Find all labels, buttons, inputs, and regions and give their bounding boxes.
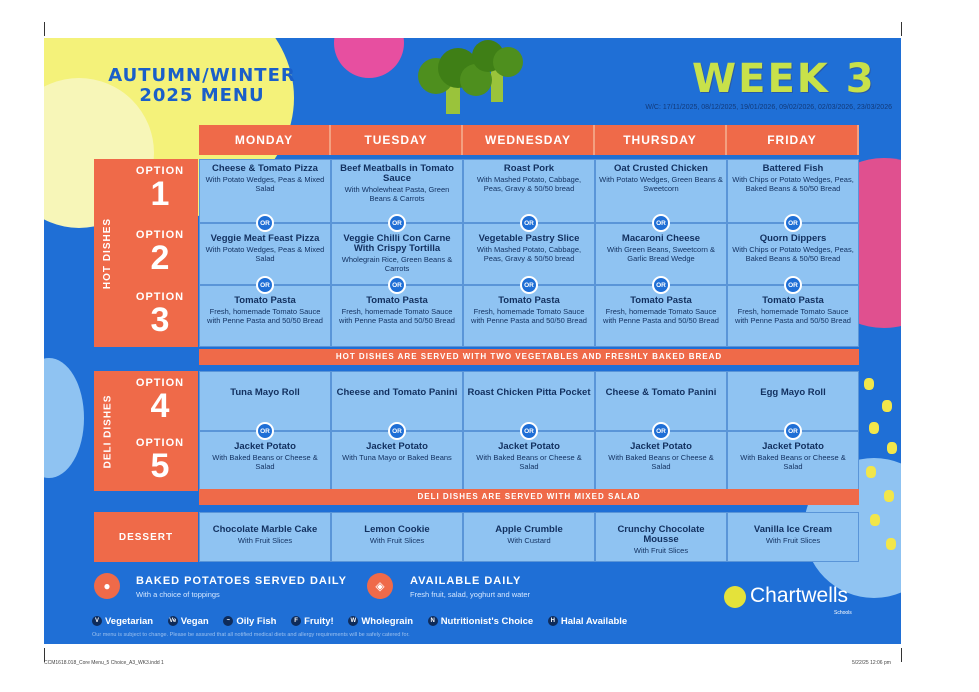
legend-fruity: F Fruity! <box>291 616 334 627</box>
or-badge: OR <box>784 214 802 232</box>
crop-mark <box>44 22 45 36</box>
dessert-cell: Crunchy Chocolate Mousse With Fruit Slices <box>595 512 727 562</box>
menu-cell: Macaroni Cheese With Green Beans, Sweetcorn & Garlic Bread Wedge <box>595 223 727 285</box>
or-badge: OR <box>256 214 274 232</box>
vegetarian-icon: V <box>92 616 102 626</box>
menu-title-line2: 2025 MENU <box>139 85 265 106</box>
menu-cell: Cheese & Tomato Panini <box>595 371 727 431</box>
or-badge: OR <box>652 422 670 440</box>
day-header-tuesday: TUESDAY <box>331 125 463 155</box>
broccoli-icon <box>396 38 536 118</box>
section-deli-dishes: DELI DISHES <box>94 371 122 491</box>
menu-cell: Egg Mayo Roll <box>727 371 859 431</box>
baked-potatoes-sub: With a choice of toppings <box>136 590 220 599</box>
heart-icon: N <box>428 616 438 626</box>
salad-bowl-icon: ◈ <box>367 573 393 599</box>
or-badge: OR <box>256 422 274 440</box>
menu-title-line1: AUTUMN/WINTER <box>108 65 296 86</box>
crop-mark <box>901 22 902 36</box>
decor-circle <box>334 38 404 78</box>
menu-cell: Tomato Pasta Fresh, homemade Tomato Sauce with Penne Pasta and 50/50 Bread <box>199 285 331 347</box>
available-daily-title: AVAILABLE DAILY <box>410 575 522 587</box>
brand-name: Chartwells <box>750 584 849 607</box>
menu-cell: Tomato Pasta Fresh, homemade Tomato Sauce with Penne Pasta and 50/50 Bread <box>595 285 727 347</box>
menu-cell: Tomato Pasta Fresh, homemade Tomato Sauce with Penne Pasta and 50/50 Bread <box>727 285 859 347</box>
dessert-label: DESSERT <box>94 512 198 562</box>
corn-decor <box>864 378 874 390</box>
menu-title <box>92 66 312 106</box>
vegan-icon: Ve <box>169 618 177 625</box>
crop-mark <box>901 648 902 662</box>
menu-cell: Jacket Potato With Baked Beans or Cheese & Salad <box>595 431 727 491</box>
menu-cell: Quorn Dippers With Chips or Potato Wedges, Peas, Baked Beans & 50/50 Bread <box>727 223 859 285</box>
logo-dot-icon <box>724 586 746 608</box>
menu-cell: Jacket Potato With Tuna Mayo or Baked Beans <box>331 431 463 491</box>
or-badge: OR <box>388 422 406 440</box>
section-hot-dishes: HOT DISHES <box>94 159 122 347</box>
decor-circle <box>44 358 84 478</box>
dessert-cell: Apple Crumble With Custard <box>463 512 595 562</box>
menu-cell: Beef Meatballs in Tomato Sauce With Wholewheat Pasta, Green Beans & Carrots <box>331 159 463 223</box>
menu-cell: Roast Pork With Mashed Potato, Cabbage, Peas, Gravy & 50/50 bread <box>463 159 595 223</box>
week-dates: W/C: 17/11/2025, 08/12/2025, 19/01/2026, 09/02/2026, 02/03/2026, 23/03/2026 <box>645 104 892 111</box>
disclaimer: Our menu is subject to change. Please be assured that all notified medical diets and allergy requirements will be safely catered for. <box>92 632 410 638</box>
legend-halal: H Halal Available <box>548 616 627 627</box>
potato-icon: ● <box>94 573 120 599</box>
menu-cell: Cheese & Tomato Pizza With Potato Wedges, Peas & Mixed Salad <box>199 159 331 223</box>
or-badge: OR <box>652 276 670 294</box>
or-badge: OR <box>784 422 802 440</box>
corn-decor <box>869 422 879 434</box>
option-label-2: OPTION 2 <box>122 223 198 285</box>
or-badge: OR <box>388 214 406 232</box>
legend-vegetarian: V Vegetarian <box>92 616 153 627</box>
menu-cell: Jacket Potato With Baked Beans or Cheese & Salad <box>463 431 595 491</box>
or-badge: OR <box>520 276 538 294</box>
fish-icon: ~ <box>223 616 233 626</box>
menu-cell: Tomato Pasta Fresh, homemade Tomato Sauce with Penne Pasta and 50/50 Bread <box>331 285 463 347</box>
menu-cell: Battered Fish With Chips or Potato Wedges, Peas, Baked Beans & 50/50 Bread <box>727 159 859 223</box>
fruit-icon: F <box>291 616 301 626</box>
day-header-friday: FRIDAY <box>727 125 859 155</box>
menu-cell: Tuna Mayo Roll <box>199 371 331 431</box>
day-header-monday: MONDAY <box>199 125 331 155</box>
print-info-right: 5/22/25 12:06 pm <box>852 660 891 666</box>
hot-dishes-band: HOT DISHES ARE SERVED WITH TWO VEGETABLES AND FRESHLY BAKED BREAD <box>199 349 859 365</box>
or-badge: OR <box>784 276 802 294</box>
option-label-5: OPTION 5 <box>122 431 198 491</box>
menu-cell: Oat Crusted Chicken With Potato Wedges, Green Beans & Sweetcorn <box>595 159 727 223</box>
menu-cell: Vegetable Pastry Slice With Mashed Potato, Cabbage, Peas, Gravy & 50/50 bread <box>463 223 595 285</box>
baked-potatoes-title: BAKED POTATOES SERVED DAILY <box>136 575 347 587</box>
legend-nutritionist: N Nutritionist's Choice <box>428 616 534 627</box>
menu-cell: Jacket Potato With Baked Beans or Cheese & Salad <box>727 431 859 491</box>
corn-decor <box>866 466 876 478</box>
dessert-cell: Vanilla Ice Cream With Fruit Slices <box>727 512 859 562</box>
corn-decor <box>886 538 896 550</box>
dessert-cell: Lemon Cookie With Fruit Slices <box>331 512 463 562</box>
deli-dishes-band: DELI DISHES ARE SERVED WITH MIXED SALAD <box>199 489 859 505</box>
corn-decor <box>870 514 880 526</box>
option-label-3: OPTION 3 <box>122 285 198 347</box>
corn-decor <box>884 490 894 502</box>
dietary-legend <box>92 616 639 627</box>
or-badge: OR <box>388 276 406 294</box>
available-daily-sub: Fresh fruit, salad, yoghurt and water <box>410 590 531 599</box>
menu-cell: Jacket Potato With Baked Beans or Cheese & Salad <box>199 431 331 491</box>
print-info-left: CCM1618.018_Core Menu_5 Choice_A3_WK3.indd 1 <box>44 660 164 666</box>
brand-sub: Schools <box>834 610 852 616</box>
menu-cell: Cheese and Tomato Panini <box>331 371 463 431</box>
corn-decor <box>887 442 897 454</box>
option-label-4: OPTION 4 <box>122 371 198 431</box>
corn-decor <box>882 400 892 412</box>
menu-cell: Tomato Pasta Fresh, homemade Tomato Sauce with Penne Pasta and 50/50 Bread <box>463 285 595 347</box>
option-label-1: OPTION 1 <box>122 159 198 223</box>
menu-cell: Veggie Chilli Con Carne With Crispy Tortilla Wholegrain Rice, Green Beans & Carrots <box>331 223 463 285</box>
or-badge: OR <box>652 214 670 232</box>
menu-sheet <box>44 38 901 644</box>
menu-cell: Roast Chicken Pitta Pocket <box>463 371 595 431</box>
legend-wholegrain: W Wholegrain <box>348 616 413 627</box>
wholegrain-icon: W <box>348 616 358 626</box>
legend-vegan: Ve Vegan <box>169 616 209 627</box>
or-badge: OR <box>520 422 538 440</box>
menu-cell: Veggie Meat Feast Pizza With Potato Wedges, Peas & Mixed Salad <box>199 223 331 285</box>
halal-icon: H <box>548 616 558 626</box>
week-label: WEEK 3 <box>692 56 876 102</box>
dessert-cell: Chocolate Marble Cake With Fruit Slices <box>199 512 331 562</box>
day-header-thursday: THURSDAY <box>595 125 727 155</box>
day-header-wednesday: WEDNESDAY <box>463 125 595 155</box>
legend-oily-fish: ~ Oily Fish <box>223 616 276 627</box>
or-badge: OR <box>520 214 538 232</box>
or-badge: OR <box>256 276 274 294</box>
